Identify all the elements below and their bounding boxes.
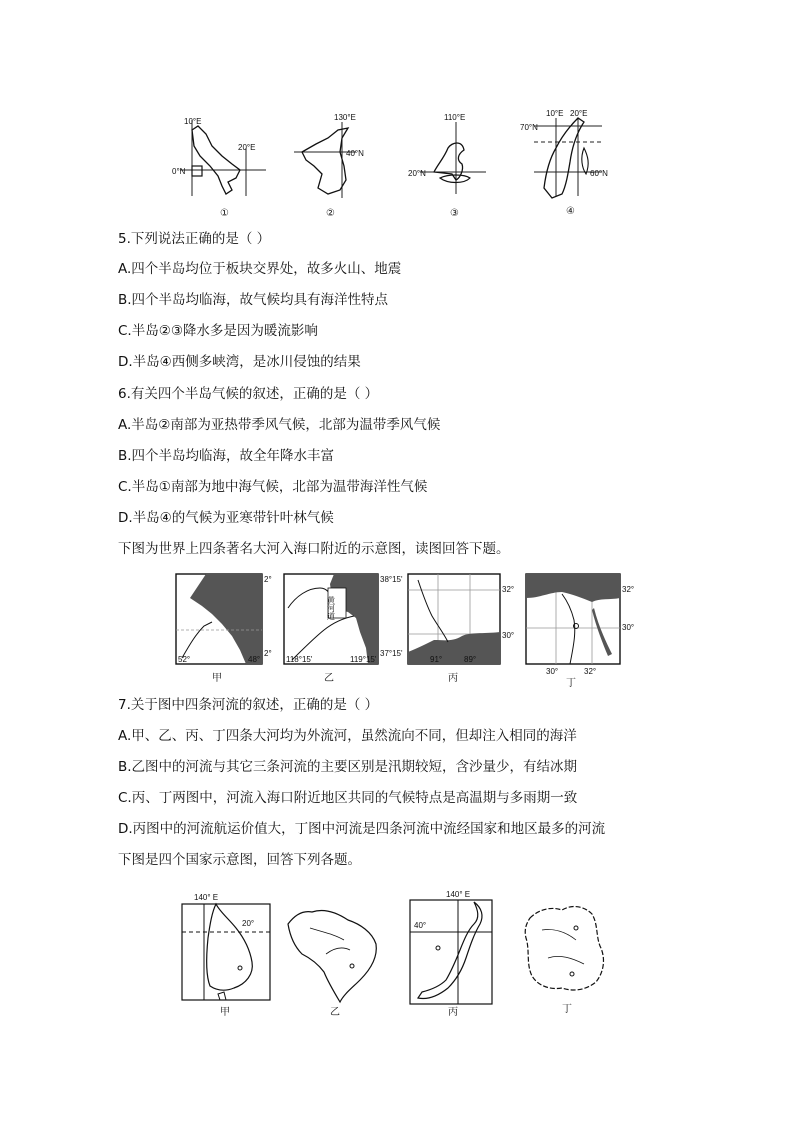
country-maps-figure	[176, 888, 626, 1020]
q7-option-a: A.甲、乙、丙、丁四条大河均为外流河，虽然流向不同，但却注入相同的海洋	[118, 728, 577, 744]
map-1-lon2-label: 20°E	[238, 143, 256, 152]
intro-countries: 下图是四个国家示意图，回答下列各题。	[118, 852, 361, 868]
yi-bottom-left-label: 118°15'	[286, 655, 313, 664]
river-map-bing	[408, 574, 514, 684]
map-2-lon-label: 130°E	[334, 113, 356, 122]
bing-bottom-right-lon: 89°	[464, 655, 477, 664]
map-1-italy	[172, 117, 266, 219]
country-map-jia	[182, 893, 270, 1018]
country-jia-caption: 甲	[220, 1007, 230, 1018]
bing-bottom-right-label: 30°	[502, 631, 515, 640]
country-map-ding	[525, 907, 603, 1015]
country-map-yi	[288, 910, 376, 1018]
yi-caption: 乙	[324, 673, 334, 684]
country-bing-caption: 丙	[448, 1007, 458, 1018]
bing-bottom-left-label: 91°	[430, 655, 443, 664]
q6-option-a: A.半岛②南部为亚热带季风气候，北部为温带季风气候	[118, 417, 441, 433]
map-3-lon-label: 110°E	[444, 113, 466, 122]
map-2-lat-label: 40°N	[346, 149, 364, 158]
ding-top-right-label: 32°	[622, 585, 635, 594]
ding-right-label: 30°	[622, 623, 635, 632]
country-bing-lat-label: 40°	[414, 921, 427, 930]
country-yi-caption: 乙	[330, 1007, 340, 1018]
country-map-bing	[410, 890, 492, 1018]
map-4-lat2-label: 60°N	[590, 169, 608, 178]
ding-bottom-right-lon: 32°	[584, 667, 597, 676]
q7-option-c: C.丙、丁两图中，河流入海口附近地区共同的气候特点是高温期与多雨期一致	[118, 790, 578, 806]
jia-bottom-right-label: 2°	[264, 649, 272, 658]
jia-top-right-label: 2°	[264, 575, 272, 584]
bing-top-right-label: 32°	[502, 585, 515, 594]
q5-option-a: A.四个半岛均位于板块交界处，故多火山、地震	[118, 261, 402, 277]
country-jia-lon-label: 140° E	[194, 893, 219, 902]
river-map-jia	[176, 574, 272, 684]
peninsula-maps-figure	[170, 108, 630, 223]
q5-option-d: D.半岛④西侧多峡湾，是冰川侵蚀的结果	[118, 354, 361, 370]
q6-option-d: D.半岛④的气候为亚寒带针叶林气候	[118, 510, 334, 526]
yi-bottom-right-lon: 119°15'	[350, 655, 377, 664]
q5-option-c: C.半岛②③降水多是因为暖流影响	[118, 323, 318, 339]
q6-option-c: C.半岛①南部为地中海气候，北部为温带海洋性气候	[118, 479, 428, 495]
river-map-yi	[284, 574, 403, 684]
q5-stem: 5.下列说法正确的是（ ）	[118, 231, 271, 247]
yi-top-right-label: 38°15'	[380, 575, 403, 584]
q6-option-b: B.四个半岛均临海，故全年降水丰富	[118, 448, 335, 464]
country-bing-lon-label: 140° E	[446, 890, 471, 899]
yi-bottom-right-label: 37°15'	[380, 649, 403, 658]
ding-caption: 丁	[566, 678, 576, 689]
map-2-korea	[294, 113, 364, 219]
jia-caption: 甲	[212, 673, 222, 684]
map-3-leizhou	[408, 113, 486, 219]
ding-bottom-left-label: 30°	[546, 667, 559, 676]
map-3-lat-label: 20°N	[408, 169, 426, 178]
q7-option-d: D.丙图中的河流航运价值大，丁图中河流是四条河流中流经国家和地区最多的河流	[118, 821, 606, 837]
map-4-lat-label: 70°N	[520, 123, 538, 132]
jia-bottom-right-lon: 48°	[248, 655, 261, 664]
jia-bottom-left-label: 52°	[178, 655, 191, 664]
q6-stem: 6.有关四个半岛气候的叙述，正确的是（ ）	[118, 386, 379, 402]
q7-stem: 7.关于图中四条河流的叙述，正确的是（ ）	[118, 697, 379, 713]
river-mouth-maps-figure	[160, 568, 640, 690]
map-1-lon-label: 10°E	[184, 117, 202, 126]
map-4-lon2-label: 20°E	[570, 109, 588, 118]
q7-option-b: B.乙图中的河流与其它三条河流的主要区别是汛期较短，含沙量少，有结冰期	[118, 759, 578, 775]
map-4-scandinavia	[520, 109, 608, 217]
bing-caption: 丙	[448, 673, 458, 684]
country-jia-lat-label: 20°	[242, 919, 255, 928]
map-3-caption: ③	[450, 208, 459, 219]
yi-river-label: 黄河道	[326, 596, 336, 620]
map-4-caption: ④	[566, 206, 575, 217]
river-map-ding	[526, 574, 634, 689]
map-1-lat-label: 0°N	[172, 167, 186, 176]
map-1-caption: ①	[220, 208, 229, 219]
map-2-caption: ②	[326, 208, 335, 219]
map-4-lon-label: 10°E	[546, 109, 564, 118]
country-ding-caption: 丁	[562, 1004, 572, 1015]
intro-rivers: 下图为世界上四条著名大河入海口附近的示意图，读图回答下题。	[118, 541, 510, 557]
q5-option-b: B.四个半岛均临海，故气候均具有海洋性特点	[118, 292, 389, 308]
